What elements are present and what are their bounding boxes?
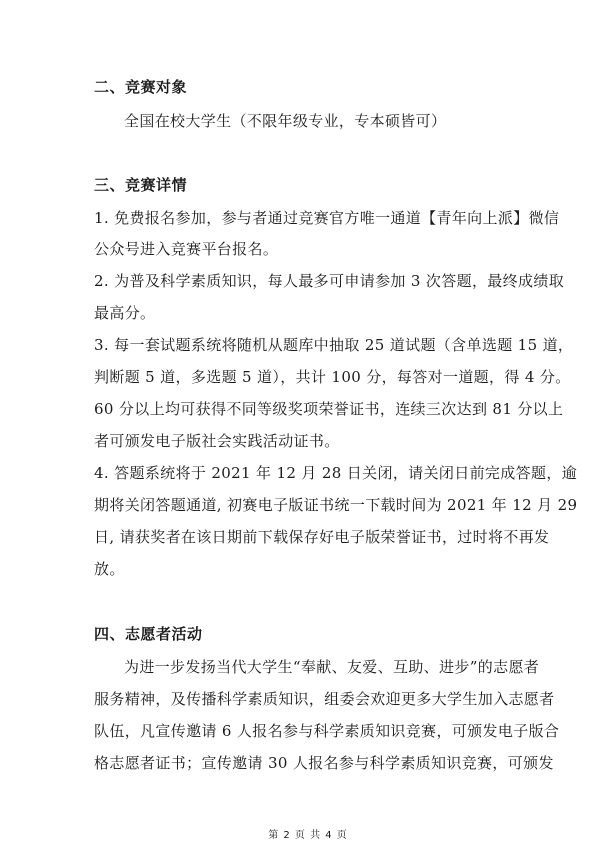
paragraph-line: 放。 (94, 560, 125, 578)
section-heading-details: 三、竞赛详情 (94, 176, 188, 194)
section-heading-target: 二、竞赛对象 (94, 78, 188, 96)
paragraph-line: 判断题 5 道，多选题 5 道），共计 100 分，每答对一道题，得 4 分。 (94, 368, 571, 386)
paragraph-line: 60 分以上均可获得不同等级奖项荣誉证书，连续三次达到 81 分以上 (94, 400, 564, 418)
page-number: 第 2 页 共 4 页 (268, 830, 348, 841)
paragraph-line: 1. 免费报名参加，参与者通过竞赛官方唯一通道【青年向上派】微信 (94, 209, 560, 227)
paragraph-line: 3. 每一套试题系统将随机从题库中抽取 25 道试题（含单选题 15 道， (94, 336, 574, 354)
paragraph-line: 期将关闭答题通道, 初赛电子版证书统一下载时间为 2021 年 12 月 29 (94, 496, 578, 514)
paragraph-line: 格志愿者证书；宣传邀请 30 人报名参与科学素质知识竞赛，可颁发 (94, 754, 554, 772)
paragraph-line: 者可颁发电子版社会实践活动证书。 (94, 432, 340, 450)
section-heading-volunteer: 四、志愿者活动 (94, 625, 203, 643)
paragraph-line: 最高分。 (94, 304, 156, 322)
paragraph-line: 队伍，凡宣传邀请 6 人报名参与科学素质知识竞赛，可颁发电子版合 (94, 722, 560, 740)
paragraph-line: 为进一步发扬当代大学生“奉献、友爱、互助、进步”的志愿者 (124, 658, 540, 676)
paragraph-line: 4. 答题系统将于 2021 年 12 月 28 日关闭，请关闭日前完成答题，逾 (94, 464, 578, 482)
paragraph-line: 服务精神，及传播科学素质知识，组委会欢迎更多大学生加入志愿者 (94, 690, 555, 708)
paragraph-line: 日, 请获奖者在该日期前下载保存好电子版荣誉证书，过时将不再发 (94, 528, 550, 546)
paragraph-line: 2. 为普及科学素质知识，每人最多可申请参加 3 次答题，最终成绩取 (94, 272, 565, 290)
paragraph-line: 全国在校大学生（不限年级专业，专本硕皆可） (124, 112, 447, 130)
paragraph-line: 公众号进入竞赛平台报名。 (94, 240, 279, 258)
